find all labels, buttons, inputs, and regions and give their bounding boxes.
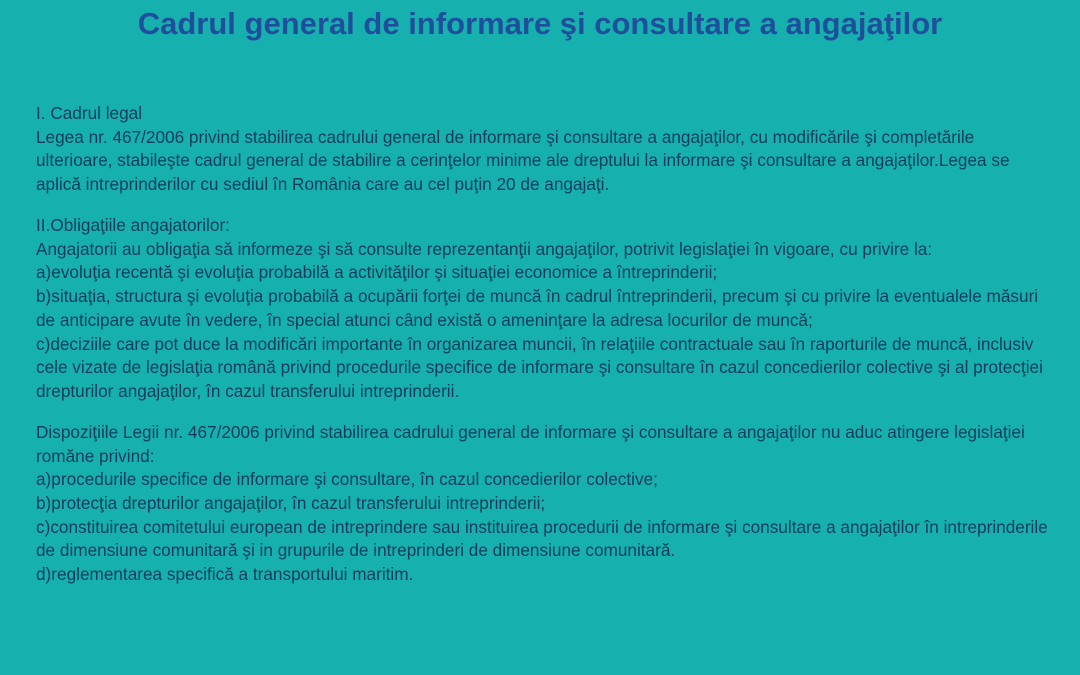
section-paragraph: Legea nr. 467/2006 privind stabilirea cadrului general de informare şi consultare a angajaţilor, cu modificările şi completările ulterioare, stabileşte cadrul general de stabilire a cerinţelor minime ale dreptului la informare şi consultare a angajaţilor.Legea se aplică intreprinderilor cu sediul în România care au cel puţin 20 de angajaţi. [36, 126, 1010, 195]
section-obligatiile-angajatorilor [36, 214, 1048, 404]
section-paragraph: Dispoziţiile Legii nr. 467/2006 privind stabilirea cadrului general de informare şi consultare a angajaţilor nu aduc atingere legislaţiei romăne privind: [36, 421, 1025, 466]
section-paragraph: Angajatorii au obligaţia să informeze şi să consulte reprezentanţii angajaţilor, potrivit legislaţiei în vigoare, cu privire la: [36, 238, 933, 259]
section-list-item-a: a)evoluţia recentă şi evoluţia probabilă a activităţilor şi situaţiei economice a întreprinderii; [36, 262, 718, 283]
section-list-item-a: a)procedurile specifice de informare şi consultare, în cazul concedierilor colective; [36, 469, 658, 490]
paragraph-spacer [36, 404, 1048, 421]
section-heading: I. Cadrul legal [36, 103, 143, 123]
section-list-item-c: c)constituirea comitetului european de intreprindere sau instituirea procedurii de informare şi consultare a angajaţilor în intreprinderile de dimensiune comunitară şi in grupurile de intreprinderi de dimensiune comunitară. [36, 516, 1048, 561]
paragraph-spacer [36, 197, 1048, 214]
page-title: Cadrul general de informare şi consultare a angajaţilor [137, 6, 943, 41]
section-heading: II.Obligaţiile angajatorilor: [36, 214, 230, 235]
section-cadrul-legal [36, 102, 1048, 197]
section-dispozitii [36, 421, 1048, 587]
section-list-item-b: b)situaţia, structura şi evoluţia probabilă a ocupării forţei de muncă în cadrul întreprinderii, precum şi cu privire la eventualele măsuri de anticipare avute în vedere, în special atunci când există o ameninţare la adresa locurilor de muncă; [36, 286, 1039, 330]
section-list-item-c: c)deciziile care pot duce la modificări importante în organizarea muncii, în relaţiile contractuale sau în raporturile de muncă, inclusiv cele vizate de legislaţia română privind procedurile specifice de informare şi consultare în cazul concedierilor colective şi al protecţiei drepturilor angajaţilor, în cazul transferului intreprinderii. [36, 333, 1043, 402]
section-list-item-b: b)protecţia drepturilor angajaţilor, în cazul transferului intreprinderii; [36, 493, 546, 514]
section-list-item-d: d)reglementarea specifică a transportului maritim. [36, 564, 414, 585]
slide-body [36, 102, 1048, 587]
